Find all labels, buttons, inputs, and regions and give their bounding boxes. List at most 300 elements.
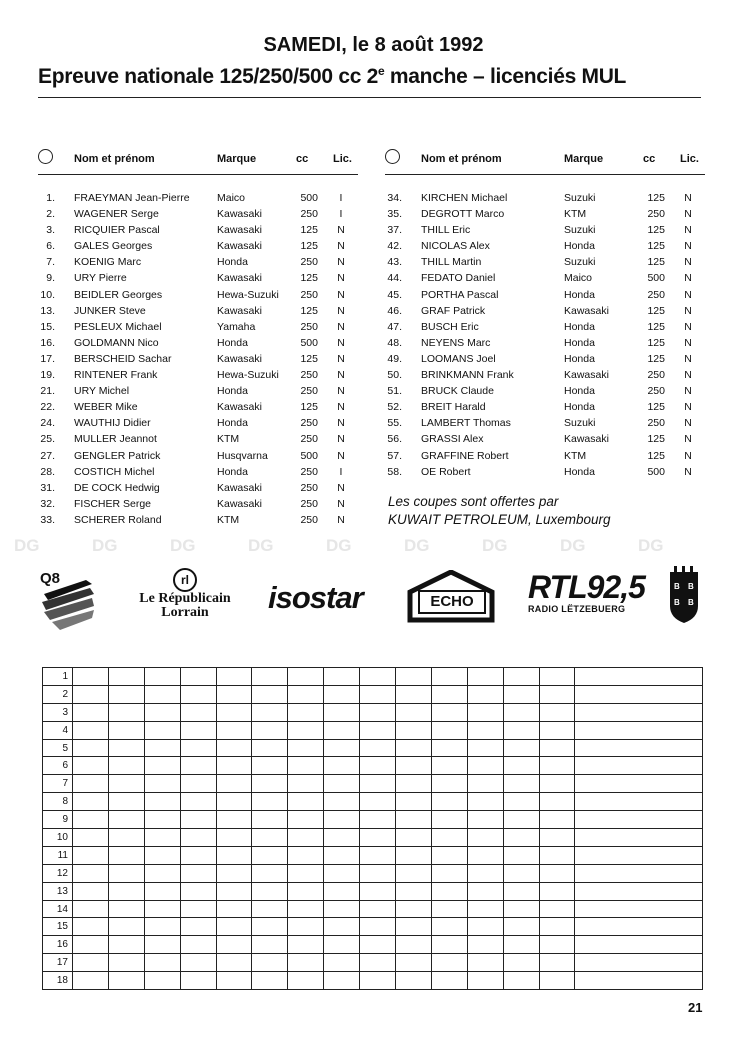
- grid-cell: [324, 721, 360, 739]
- table-row: [385, 303, 705, 319]
- table-row: [385, 335, 705, 351]
- grid-cell: [288, 829, 324, 847]
- grid-cell: [503, 668, 539, 686]
- entry-make: Kawasaki: [217, 401, 262, 414]
- grid-cell: [396, 721, 432, 739]
- entry-cc: 250: [300, 288, 318, 301]
- entry-make: Kawasaki: [217, 352, 262, 365]
- grid-cell: [396, 811, 432, 829]
- entry-make: Kawasaki: [564, 369, 609, 382]
- grid-cell: [144, 864, 180, 882]
- entry-licence: N: [337, 369, 345, 382]
- grid-cell: [324, 972, 360, 990]
- entry-name: GOLDMANN Nico: [74, 336, 159, 349]
- grid-cell: [73, 864, 109, 882]
- grid-cell: [252, 846, 288, 864]
- grid-row: [43, 775, 703, 793]
- q8-logo: [38, 570, 100, 632]
- entry-cc: 250: [647, 417, 665, 430]
- entry-name: GRASSI Alex: [421, 433, 484, 446]
- entry-licence: I: [339, 192, 343, 204]
- grid-row: [43, 739, 703, 757]
- grid-cell-wide: [575, 882, 703, 900]
- grid-cell: [108, 811, 144, 829]
- grid-cell: [396, 793, 432, 811]
- entries-table-right: [385, 146, 705, 480]
- entry-make: Honda: [217, 417, 248, 430]
- entry-licence: N: [337, 352, 345, 365]
- grid-cell: [288, 757, 324, 775]
- grid-cell: [180, 864, 216, 882]
- grid-cell: [539, 685, 575, 703]
- entry-number: 42.: [387, 240, 402, 253]
- entry-make: Kawasaki: [564, 304, 609, 317]
- entry-make: Hewa-Suzuki: [217, 369, 279, 382]
- grid-cell: [431, 882, 467, 900]
- grid-cell-wide: [575, 739, 703, 757]
- grid-cell: [467, 829, 503, 847]
- table-row: [385, 238, 705, 254]
- entry-name: FEDATO Daniel: [421, 272, 496, 285]
- grid-row-number: 6: [43, 757, 73, 775]
- entry-cc: 250: [300, 481, 318, 494]
- entry-number: 46.: [387, 304, 402, 317]
- grid-row: [43, 703, 703, 721]
- grid-cell: [360, 900, 396, 918]
- grid-row: [43, 668, 703, 686]
- grid-cell-wide: [575, 972, 703, 990]
- entry-licence: N: [337, 385, 345, 398]
- entry-make: KTM: [217, 513, 240, 526]
- entry-name: SCHERER Roland: [74, 513, 162, 526]
- entry-licence: N: [337, 240, 345, 253]
- grid-cell: [252, 864, 288, 882]
- entry-make: Honda: [564, 288, 595, 301]
- subtitle-part: manche – licenciés MUL: [384, 65, 627, 88]
- grid-cell: [252, 757, 288, 775]
- echo-text: ECHO: [418, 590, 486, 614]
- grid-cell: [252, 918, 288, 936]
- grid-cell: [180, 846, 216, 864]
- rtl-freq: 92,5: [586, 569, 645, 605]
- header-lic: Lic.: [333, 153, 352, 165]
- entry-licence: N: [337, 224, 345, 237]
- rl-monogram-icon: rl: [173, 568, 197, 592]
- grid-cell: [252, 793, 288, 811]
- grid-cell: [503, 936, 539, 954]
- grid-cell: [360, 757, 396, 775]
- grid-row: [43, 757, 703, 775]
- grid-cell: [252, 739, 288, 757]
- entry-name: FISCHER Serge: [74, 497, 152, 510]
- grid-row-number: 3: [43, 703, 73, 721]
- grid-cell: [360, 793, 396, 811]
- entry-cc: 250: [300, 320, 318, 333]
- grid-row: [43, 900, 703, 918]
- grid-cell: [108, 829, 144, 847]
- grid-cell: [73, 918, 109, 936]
- entry-number: 17.: [40, 352, 55, 365]
- grid-cell: [216, 811, 252, 829]
- table-row: [385, 415, 705, 431]
- grid-cell-wide: [575, 918, 703, 936]
- entry-licence: N: [684, 369, 692, 382]
- grid-cell: [180, 739, 216, 757]
- subtitle-part: Epreuve nationale 125/250/500 cc 2: [38, 65, 379, 88]
- grid-cell: [360, 739, 396, 757]
- grid-cell: [216, 954, 252, 972]
- entry-number: 10.: [40, 288, 55, 301]
- entry-licence: N: [684, 272, 692, 285]
- entry-name: WAGENER Serge: [74, 208, 159, 221]
- grid-cell: [467, 954, 503, 972]
- entry-name: THILL Eric: [421, 224, 471, 237]
- grid-cell-wide: [575, 685, 703, 703]
- entry-number: 7.: [46, 256, 55, 269]
- score-grid: [42, 667, 703, 990]
- grid-cell: [288, 703, 324, 721]
- grid-row-number: 17: [43, 954, 73, 972]
- grid-cell: [503, 846, 539, 864]
- grid-cell: [216, 739, 252, 757]
- entry-cc: 125: [647, 320, 665, 333]
- grid-cell: [467, 739, 503, 757]
- entry-number: 56.: [387, 433, 402, 446]
- grid-cell: [288, 846, 324, 864]
- grid-cell: [144, 775, 180, 793]
- grid-cell: [216, 882, 252, 900]
- grid-cell: [144, 829, 180, 847]
- q8-text: Q8: [40, 570, 61, 587]
- grid-cell: [144, 882, 180, 900]
- entry-cc: 125: [647, 240, 665, 253]
- grid-cell: [288, 811, 324, 829]
- entry-licence: N: [684, 288, 692, 301]
- grid-cell: [216, 668, 252, 686]
- grid-cell: [144, 954, 180, 972]
- grid-cell: [180, 703, 216, 721]
- grid-cell: [108, 793, 144, 811]
- grid-cell: [539, 703, 575, 721]
- grid-cell-wide: [575, 954, 703, 972]
- grid-cell: [324, 793, 360, 811]
- table-row: [385, 351, 705, 367]
- grid-row: [43, 721, 703, 739]
- grid-cell: [216, 703, 252, 721]
- grid-cell: [324, 829, 360, 847]
- grid-row: [43, 829, 703, 847]
- grid-cell: [396, 739, 432, 757]
- entry-number: 27.: [40, 449, 55, 462]
- grid-cell: [431, 703, 467, 721]
- grid-cell: [539, 721, 575, 739]
- grid-cell: [539, 775, 575, 793]
- grid-row-number: 9: [43, 811, 73, 829]
- entry-cc: 125: [647, 401, 665, 414]
- header-divider: [38, 97, 701, 98]
- header-cc: cc: [296, 153, 309, 165]
- watermark: [0, 486, 747, 560]
- entry-number: 44.: [387, 272, 402, 285]
- grid-cell: [144, 918, 180, 936]
- watermark-text: DG: [482, 536, 508, 555]
- rtl-logo: [528, 569, 645, 614]
- entry-make: Honda: [217, 385, 248, 398]
- entry-licence: N: [337, 304, 345, 317]
- grid-cell: [539, 829, 575, 847]
- grid-row: [43, 811, 703, 829]
- grid-cell: [108, 918, 144, 936]
- entry-cc: 125: [647, 304, 665, 317]
- entry-name: WEBER Mike: [74, 401, 138, 414]
- grid-cell: [180, 936, 216, 954]
- table-row: [38, 303, 358, 319]
- grid-cell-wide: [575, 829, 703, 847]
- grid-cell: [360, 936, 396, 954]
- grid-cell: [288, 775, 324, 793]
- entry-number: 21.: [40, 385, 55, 398]
- grid-cell: [180, 668, 216, 686]
- grid-cell: [324, 775, 360, 793]
- entry-licence: I: [339, 208, 343, 221]
- grid-cell: [503, 954, 539, 972]
- grid-cell: [467, 882, 503, 900]
- table-row: [385, 287, 705, 303]
- entry-make: Kawasaki: [217, 208, 262, 221]
- entry-cc: 250: [647, 208, 665, 221]
- grid-cell: [396, 864, 432, 882]
- grid-cell: [252, 685, 288, 703]
- entry-name: BERSCHEID Sachar: [74, 352, 172, 365]
- grid-cell: [252, 936, 288, 954]
- entry-make: Suzuki: [564, 224, 596, 237]
- grid-cell: [360, 775, 396, 793]
- table-row: [38, 351, 358, 367]
- sponsor-note: [388, 493, 611, 529]
- table-row: [385, 448, 705, 464]
- entry-number: 51.: [387, 385, 402, 398]
- grid-cell: [144, 793, 180, 811]
- table-row: [385, 319, 705, 335]
- republicain-lorrain-logo: [128, 568, 242, 620]
- grid-row-number: 7: [43, 775, 73, 793]
- entry-licence: N: [684, 208, 692, 221]
- entry-make: Kawasaki: [217, 224, 262, 237]
- grid-cell-wide: [575, 864, 703, 882]
- header-make: Marque: [564, 153, 604, 165]
- entry-licence: N: [684, 449, 692, 462]
- grid-cell: [396, 668, 432, 686]
- grid-row-number: 13: [43, 882, 73, 900]
- entry-licence: N: [684, 336, 692, 349]
- grid-cell: [503, 882, 539, 900]
- table-body: [38, 190, 358, 528]
- grid-cell: [467, 811, 503, 829]
- entry-licence: N: [337, 288, 345, 301]
- grid-cell: [324, 668, 360, 686]
- entry-make: Husqvarna: [217, 449, 268, 462]
- entry-name: BRINKMANN Frank: [421, 369, 514, 382]
- grid-cell: [73, 775, 109, 793]
- entry-make: Honda: [217, 465, 248, 478]
- table-row: [38, 399, 358, 415]
- grid-cell: [324, 685, 360, 703]
- entry-cc: 125: [300, 240, 318, 253]
- grid-cell: [431, 811, 467, 829]
- grid-cell: [288, 739, 324, 757]
- grid-cell: [288, 668, 324, 686]
- grid-cell: [73, 954, 109, 972]
- grid-row-number: 18: [43, 972, 73, 990]
- entry-name: PORTHA Pascal: [421, 288, 499, 301]
- isostar-logo: isostar: [268, 580, 363, 615]
- grid-cell: [431, 936, 467, 954]
- entry-name: RICQUIER Pascal: [74, 224, 160, 237]
- entry-number: 45.: [387, 288, 402, 301]
- grid-row-number: 8: [43, 793, 73, 811]
- entry-licence: N: [684, 465, 692, 478]
- grid-cell-wide: [575, 900, 703, 918]
- entry-cc: 500: [647, 272, 665, 285]
- entry-make: Suzuki: [564, 192, 596, 204]
- entry-number: 33.: [40, 513, 55, 526]
- grid-cell: [503, 703, 539, 721]
- grid-cell: [180, 972, 216, 990]
- entry-number: 48.: [387, 336, 402, 349]
- grid-cell: [108, 703, 144, 721]
- entry-name: URY Pierre: [74, 272, 127, 285]
- grid-cell: [539, 918, 575, 936]
- watermark-text: DG: [638, 536, 664, 555]
- grid-row: [43, 972, 703, 990]
- entry-number: 6.: [46, 240, 55, 253]
- grid-cell-wide: [575, 757, 703, 775]
- entry-make: KTM: [564, 449, 587, 462]
- republicain-line2: Lorrain: [161, 605, 209, 620]
- grid-cell: [467, 864, 503, 882]
- grid-cell: [431, 739, 467, 757]
- grid-row-number: 2: [43, 685, 73, 703]
- grid-cell: [360, 972, 396, 990]
- grid-cell: [467, 703, 503, 721]
- entry-make: Honda: [564, 465, 595, 478]
- grid-cell: [252, 829, 288, 847]
- watermark-text: DG: [92, 536, 118, 555]
- grid-cell: [431, 685, 467, 703]
- entry-cc: 250: [300, 433, 318, 446]
- entry-cc: 250: [300, 385, 318, 398]
- entry-name: LOOMANS Joel: [421, 352, 496, 365]
- grid-cell: [467, 685, 503, 703]
- entry-cc: 125: [647, 449, 665, 462]
- bbb-letter: B: [674, 582, 680, 591]
- grid-row-number: 14: [43, 900, 73, 918]
- grid-cell: [539, 936, 575, 954]
- grid-cell: [180, 829, 216, 847]
- grid-cell: [431, 846, 467, 864]
- table-row: [385, 254, 705, 270]
- grid-cell: [396, 882, 432, 900]
- entry-cc: 250: [300, 417, 318, 430]
- entry-make: Honda: [564, 240, 595, 253]
- grid-cell: [467, 757, 503, 775]
- grid-cell: [431, 972, 467, 990]
- entry-cc: 250: [300, 465, 318, 478]
- grid-cell: [288, 972, 324, 990]
- table-row: [38, 238, 358, 254]
- grid-cell: [144, 811, 180, 829]
- entry-name: FRAEYMAN Jean-Pierre: [74, 192, 190, 204]
- entry-name: URY Michel: [74, 385, 130, 398]
- header-make: Marque: [217, 153, 257, 165]
- table-row: [385, 464, 705, 480]
- grid-cell: [288, 685, 324, 703]
- grid-cell: [144, 846, 180, 864]
- entry-number: 24.: [40, 417, 55, 430]
- table-row: [385, 431, 705, 447]
- grid-cell: [108, 864, 144, 882]
- grid-cell: [467, 721, 503, 739]
- entry-cc: 125: [300, 352, 318, 365]
- grid-cell: [252, 900, 288, 918]
- table-row: [385, 383, 705, 399]
- grid-cell: [216, 936, 252, 954]
- grid-cell: [144, 668, 180, 686]
- grid-row-number: 1: [43, 668, 73, 686]
- grid-cell-wide: [575, 775, 703, 793]
- grid-cell: [252, 775, 288, 793]
- grid-cell: [324, 846, 360, 864]
- grid-cell: [503, 864, 539, 882]
- entry-cc: 125: [647, 224, 665, 237]
- watermark-text: DG: [248, 536, 274, 555]
- grid-cell: [431, 954, 467, 972]
- entry-licence: N: [337, 256, 345, 269]
- entry-make: Kawasaki: [217, 481, 262, 494]
- grid-cell: [288, 864, 324, 882]
- grid-cell: [539, 864, 575, 882]
- grid-row: [43, 793, 703, 811]
- table-row: [385, 222, 705, 238]
- entry-number: 28.: [40, 465, 55, 478]
- entry-name: DEGROTT Marco: [421, 208, 505, 221]
- entry-cc: 500: [300, 192, 318, 204]
- entry-number: 16.: [40, 336, 55, 349]
- grid-cell: [503, 739, 539, 757]
- grid-cell: [503, 721, 539, 739]
- entry-make: Kawasaki: [564, 433, 609, 446]
- grid-cell: [288, 721, 324, 739]
- grid-row-number: 16: [43, 936, 73, 954]
- entry-licence: N: [684, 304, 692, 317]
- grid-cell: [539, 739, 575, 757]
- grid-cell: [431, 668, 467, 686]
- entry-licence: N: [337, 433, 345, 446]
- grid-row-number: 5: [43, 739, 73, 757]
- entry-licence: N: [684, 385, 692, 398]
- grid-row-number: 15: [43, 918, 73, 936]
- grid-row-number: 4: [43, 721, 73, 739]
- grid-cell: [360, 721, 396, 739]
- header-name: Nom et prénom: [421, 153, 502, 165]
- grid-cell: [180, 811, 216, 829]
- grid-cell: [324, 936, 360, 954]
- table-row: [38, 448, 358, 464]
- grid-cell: [324, 864, 360, 882]
- grid-cell: [360, 846, 396, 864]
- page-subtitle: [38, 64, 626, 89]
- entry-number: 55.: [387, 417, 402, 430]
